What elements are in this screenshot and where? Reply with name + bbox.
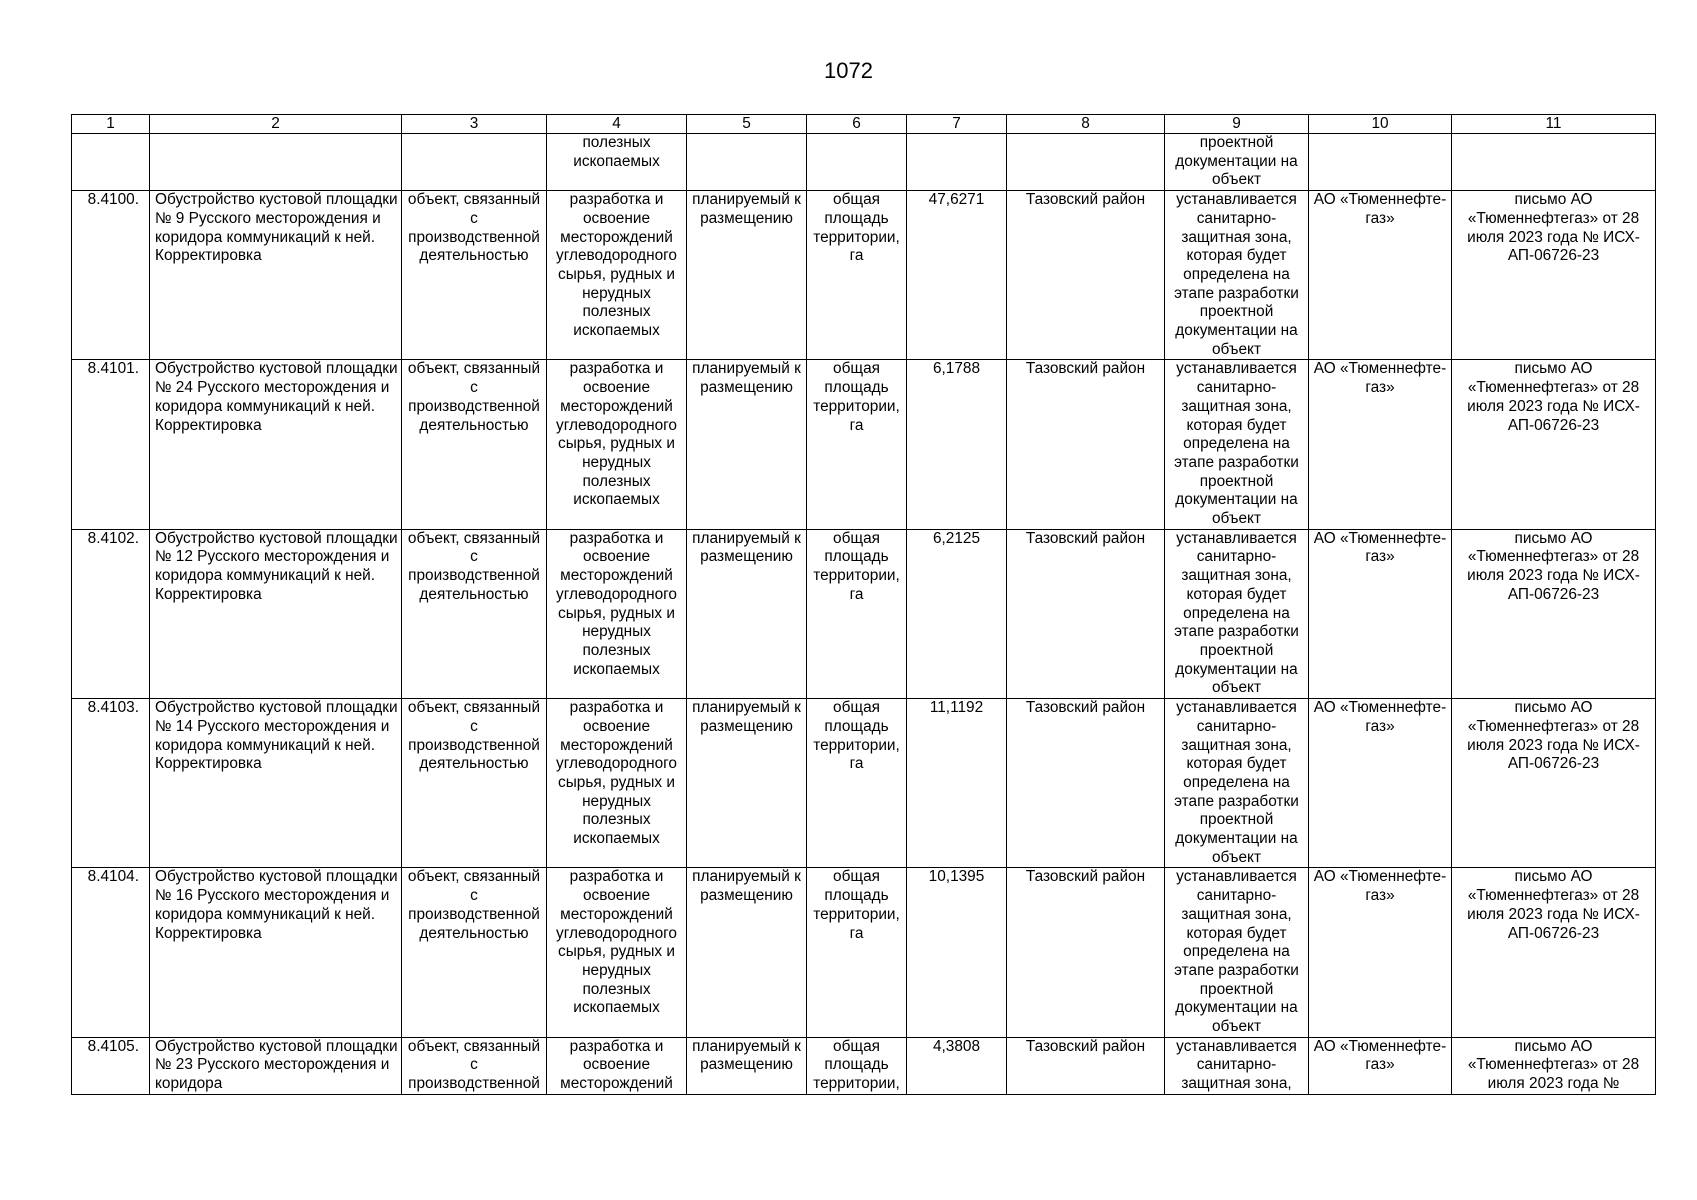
empty-cell [1452,134,1656,191]
purpose-cell: разработка и освоение месторождений углеводородного сырья, рудных и нерудных полезных ископаемых [547,868,687,1037]
row-number-cell: 8.4101. [72,360,150,529]
purpose-cell: разработка и освоение месторождений углеводородного сырья, рудных и нерудных полезных ископаемых [547,360,687,529]
zone-cell: устанавливается санитарно-защитная зона, [1165,1037,1309,1094]
value-cell: 11,1192 [907,699,1007,868]
object-type-cell: объект, связанный с производственной [402,1037,547,1094]
measure-cell: общая площадь территории, га [807,529,907,698]
row-number-cell: 8.4104. [72,868,150,1037]
table-row [72,360,1656,529]
table-row [72,1037,1656,1094]
object-type-cell: объект, связанный с производственной деятельностью [402,868,547,1037]
measure-cell: общая площадь территории, га [807,868,907,1037]
location-cell: Тазовский район [1007,360,1165,529]
status-cell: планируемый к размещению [687,1037,807,1094]
object-name-cell: Обустройство кустовой площадки № 12 Русского месторождения и коридора коммуникаций к ней. Корректировка [150,529,402,698]
zone-cell: проектной документации на объект [1165,134,1309,191]
column-number: 4 [547,115,687,134]
empty-cell [72,134,150,191]
zone-cell: устанавливается санитарно-защитная зона, которая будет определена на этапе разработки проектной документации на объект [1165,529,1309,698]
table-row [72,529,1656,698]
status-cell: планируемый к размещению [687,191,807,360]
location-cell: Тазовский район [1007,191,1165,360]
measure-cell: общая площадь территории, га [807,191,907,360]
status-cell: планируемый к размещению [687,529,807,698]
zone-cell: устанавливается санитарно-защитная зона, которая будет определена на этапе разработки проектной документации на объект [1165,868,1309,1037]
empty-cell [1007,134,1165,191]
zone-cell: устанавливается санитарно-защитная зона, которая будет определена на этапе разработки проектной документации на объект [1165,360,1309,529]
location-cell: Тазовский район [1007,1037,1165,1094]
empty-cell [402,134,547,191]
status-cell: планируемый к размещению [687,360,807,529]
value-cell: 4,3808 [907,1037,1007,1094]
zone-cell: устанавливается санитарно-защитная зона, которая будет определена на этапе разработки проектной документации на объект [1165,191,1309,360]
purpose-cell: разработка и освоение месторождений [547,1037,687,1094]
column-number: 8 [1007,115,1165,134]
basis-cell: письмо АО «Тюменнефтегаз» от 28 июля 2023 года № [1452,1037,1656,1094]
row-number-cell: 8.4100. [72,191,150,360]
location-cell: Тазовский район [1007,699,1165,868]
column-number: 10 [1309,115,1452,134]
empty-cell [687,134,807,191]
basis-cell: письмо АО «Тюменнефтегаз» от 28 июля 2023 года № ИСХ-АП-06726-23 [1452,699,1656,868]
column-number: 1 [72,115,150,134]
measure-cell: общая площадь территории, [807,1037,907,1094]
basis-cell: письмо АО «Тюменнефтегаз» от 28 июля 2023 года № ИСХ-АП-06726-23 [1452,529,1656,698]
continuation-row [72,134,1656,191]
object-type-cell: объект, связанный с производственной деятельностью [402,360,547,529]
purpose-cell: разработка и освоение месторождений углеводородного сырья, рудных и нерудных полезных ископаемых [547,191,687,360]
measure-cell: общая площадь территории, га [807,360,907,529]
zone-cell: устанавливается санитарно-защитная зона, которая будет определена на этапе разработки проектной документации на объект [1165,699,1309,868]
object-name-cell: Обустройство кустовой площадки № 9 Русского месторождения и коридора коммуникаций к ней. Корректировка [150,191,402,360]
organization-cell: АО «Тюменнефте-газ» [1309,699,1452,868]
location-cell: Тазовский район [1007,529,1165,698]
purpose-cell: разработка и освоение месторождений углеводородного сырья, рудных и нерудных полезных ископаемых [547,529,687,698]
table-row [72,868,1656,1037]
column-number-row [72,115,1656,134]
organization-cell: АО «Тюменнефте-газ» [1309,360,1452,529]
measure-cell: общая площадь территории, га [807,699,907,868]
empty-cell [1309,134,1452,191]
page-number: 1072 [824,58,873,83]
purpose-cell: разработка и освоение месторождений углеводородного сырья, рудных и нерудных полезных ископаемых [547,699,687,868]
object-name-cell: Обустройство кустовой площадки № 23 Русского месторождения и коридора [150,1037,402,1094]
empty-cell [150,134,402,191]
empty-cell [807,134,907,191]
basis-cell: письмо АО «Тюменнефтегаз» от 28 июля 2023 года № ИСХ-АП-06726-23 [1452,868,1656,1037]
register-table [71,114,1656,1095]
object-type-cell: объект, связанный с производственной деятельностью [402,529,547,698]
column-number: 2 [150,115,402,134]
column-number: 7 [907,115,1007,134]
value-cell: 47,6271 [907,191,1007,360]
object-name-cell: Обустройство кустовой площадки № 14 Русского месторождения и коридора коммуникаций к ней. Корректировка [150,699,402,868]
object-name-cell: Обустройство кустовой площадки № 24 Русского месторождения и коридора коммуникаций к ней. Корректировка [150,360,402,529]
column-number: 11 [1452,115,1656,134]
row-number-cell: 8.4103. [72,699,150,868]
column-number: 3 [402,115,547,134]
object-name-cell: Обустройство кустовой площадки № 16 Русского месторождения и коридора коммуникаций к ней. Корректировка [150,868,402,1037]
purpose-cell: полезных ископаемых [547,134,687,191]
object-type-cell: объект, связанный с производственной деятельностью [402,191,547,360]
basis-cell: письмо АО «Тюменнефтегаз» от 28 июля 2023 года № ИСХ-АП-06726-23 [1452,191,1656,360]
basis-cell: письмо АО «Тюменнефтегаз» от 28 июля 2023 года № ИСХ-АП-06726-23 [1452,360,1656,529]
value-cell: 6,1788 [907,360,1007,529]
table-row [72,191,1656,360]
organization-cell: АО «Тюменнефте-газ» [1309,1037,1452,1094]
location-cell: Тазовский район [1007,868,1165,1037]
column-number: 5 [687,115,807,134]
organization-cell: АО «Тюменнефте-газ» [1309,868,1452,1037]
empty-cell [907,134,1007,191]
row-number-cell: 8.4105. [72,1037,150,1094]
organization-cell: АО «Тюменнефте-газ» [1309,191,1452,360]
value-cell: 10,1395 [907,868,1007,1037]
object-type-cell: объект, связанный с производственной деятельностью [402,699,547,868]
column-number: 9 [1165,115,1309,134]
table-row [72,699,1656,868]
value-cell: 6,2125 [907,529,1007,698]
status-cell: планируемый к размещению [687,868,807,1037]
row-number-cell: 8.4102. [72,529,150,698]
column-number: 6 [807,115,907,134]
status-cell: планируемый к размещению [687,699,807,868]
organization-cell: АО «Тюменнефте-газ» [1309,529,1452,698]
